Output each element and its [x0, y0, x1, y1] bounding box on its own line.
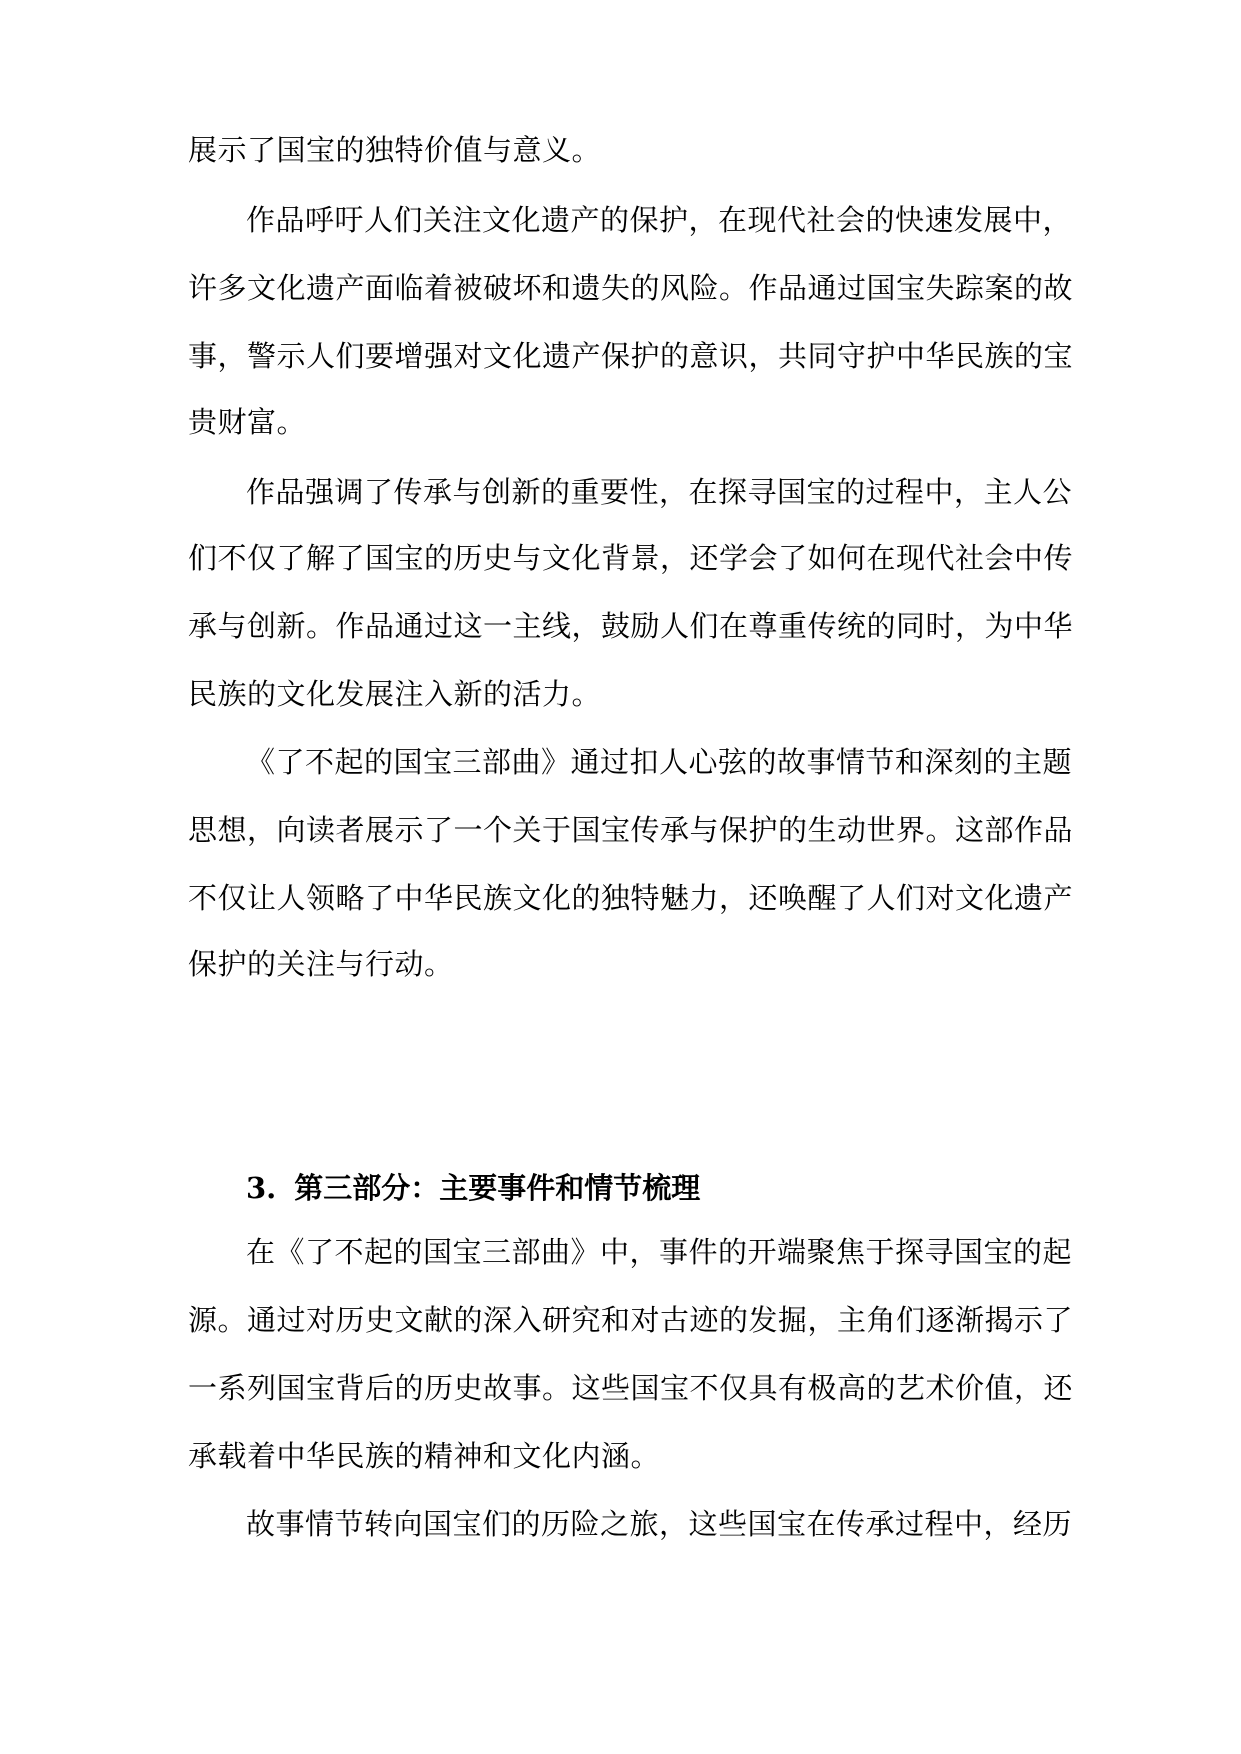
paragraph-line: 故事情节转向国宝们的历险之旅，这些国宝在传承过程中，经历	[246, 1507, 1073, 1541]
paragraph-line: 们不仅了解了国宝的历史与文化背景，还学会了如何在现代社会中传	[188, 541, 1074, 575]
section-number: 3.	[246, 1171, 277, 1205]
paragraph-line: 保护的关注与行动。	[188, 947, 454, 981]
paragraph-line: 在《了不起的国宝三部曲》中，事件的开端聚焦于探寻国宝的起	[246, 1235, 1073, 1269]
paragraph-line: 不仅让人领略了中华民族文化的独特魅力，还唤醒了人们对文化遗产	[188, 881, 1074, 915]
paragraph-line: 《了不起的国宝三部曲》通过扣人心弦的故事情节和深刻的主题	[246, 745, 1073, 779]
paragraph-line: 一系列国宝背后的历史故事。这些国宝不仅具有极高的艺术价值，还	[188, 1371, 1074, 1405]
paragraph-line: 展示了国宝的独特价值与意义。	[188, 133, 602, 167]
paragraph-line: 承与创新。作品通过这一主线，鼓励人们在尊重传统的同时，为中华	[188, 609, 1074, 643]
paragraph-line: 承载着中华民族的精神和文化内涵。	[188, 1439, 661, 1473]
paragraph-line: 民族的文化发展注入新的活力。	[188, 677, 602, 711]
paragraph-line: 贵财富。	[188, 405, 307, 439]
section-heading	[246, 1168, 700, 1208]
section-title: 第三部分：主要事件和情节梳理	[294, 1171, 701, 1205]
paragraph-line: 许多文化遗产面临着被破坏和遗失的风险。作品通过国宝失踪案的故	[188, 271, 1074, 305]
paragraph-line: 事，警示人们要增强对文化遗产保护的意识，共同守护中华民族的宝	[188, 339, 1074, 373]
paragraph-line: 源。通过对历史文献的深入研究和对古迹的发掘，主角们逐渐揭示了	[188, 1303, 1074, 1337]
paragraph-line: 思想，向读者展示了一个关于国宝传承与保护的生动世界。这部作品	[188, 813, 1074, 847]
paragraph-line: 作品强调了传承与创新的重要性，在探寻国宝的过程中，主人公	[246, 475, 1073, 509]
paragraph-line: 作品呼吁人们关注文化遗产的保护，在现代社会的快速发展中，	[246, 203, 1073, 237]
